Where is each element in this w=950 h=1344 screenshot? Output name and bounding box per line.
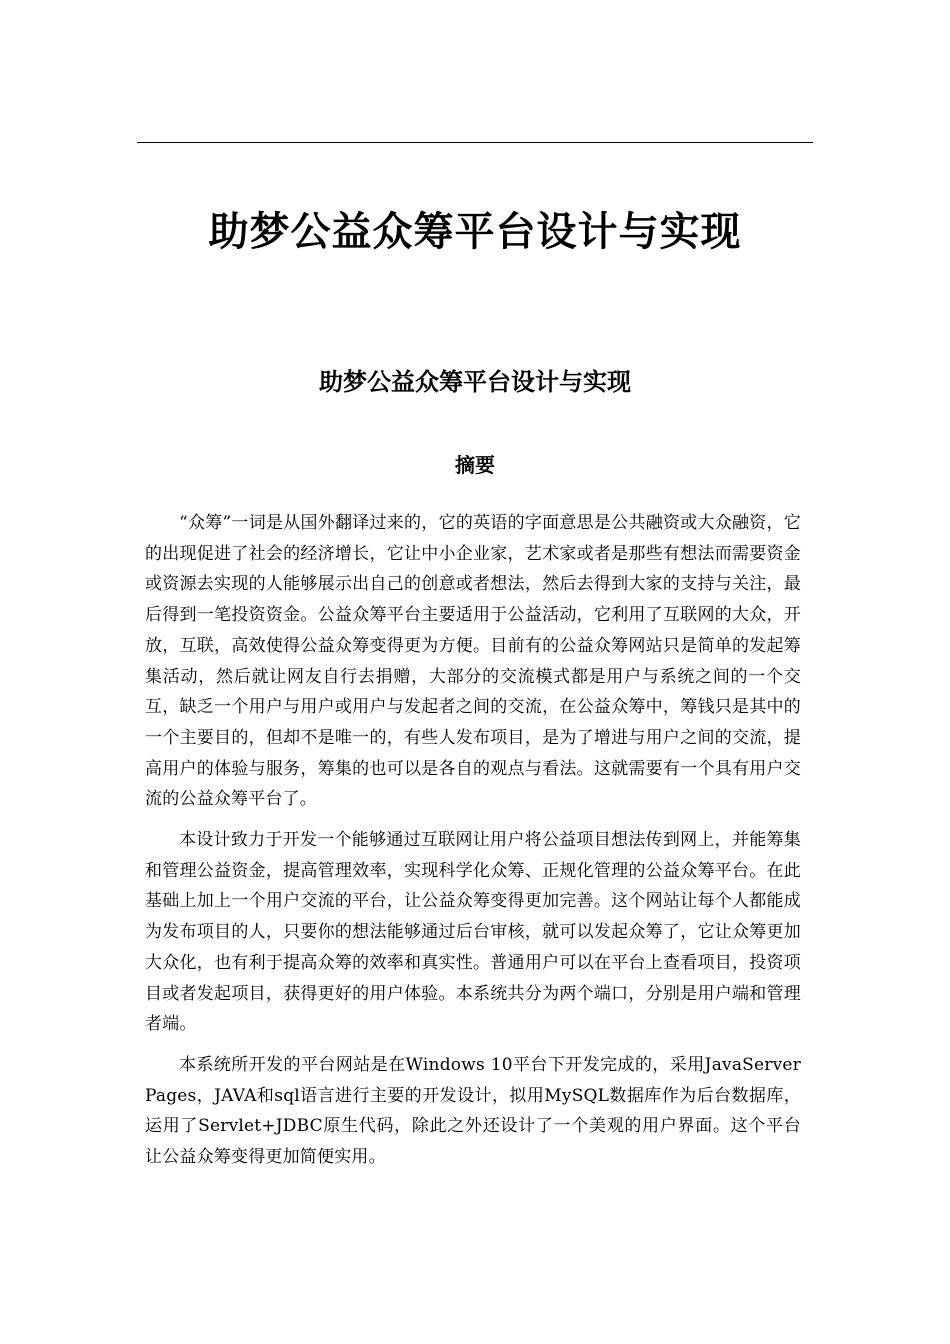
document-subtitle: 助梦公益众筹平台设计与实现 [319,367,631,396]
abstract-paragraph-2: 本设计致力于开发一个能够通过互联网让用户将公益项目想法传到网上，并能筹集和管理公益资金，提高管理效率，实现科学化众筹、正规化管理的公益众筹平台。在此基础上加上一个用户交流的平台，让公益众筹变得更加完善。这个网站让每个人都能成为发布项目的人，只要你的想法能够通过后台审核，就可以发起众筹了，它让众筹更加大众化，也有利于提高众筹的效率和真实性。普通用户可以在平台上查看项目，投资项目或者发起项目，获得更好的用户体验。本系统共分为两个端口，分别是用户端和管理者端。 [145,830,801,1035]
abstract-paragraph-3: 本系统所开发的平台网站是在Windows 10平台下开发完成的，采用JavaServer Pages，JAVA和sql语言进行主要的开发设计，拟用MySQL数据库作为后台数据库，运用了Servlet+JDBC原生代码，除此之外还设计了一个美观的用户界面。这个平台让公益众筹变得更加简便实用。 [145,1054,801,1168]
document-title: 助梦公益众筹平台设计与实现 [208,208,742,255]
abstract-heading: 摘要 [455,453,495,477]
abstract-body [145,508,801,1183]
top-horizontal-rule [137,142,813,143]
abstract-paragraph-1: “众筹”一词是从国外翻译过来的，它的英语的字面意思是公共融资或大众融资，它的出现促进了社会的经济增长，它让中小企业家，艺术家或者是那些有想法而需要资金或资源去实现的人能够展示出自己的创意或者想法，然后去得到大家的支持与关注，最后得到一笔投资资金。公益众筹平台主要适用于公益活动，它利用了互联网的大众，开放，互联，高效使得公益众筹变得更为方便。目前有的公益众筹网站只是简单的发起筹集活动，然后就让网友自行去捐赠，大部分的交流模式都是用户与系统之间的一个交互，缺乏一个用户与用户或用户与发起者之间的交流，在公益众筹中，筹钱只是其中的一个主要目的，但却不是唯一的，有些人发布项目，是为了增进与用户之间的交流，提高用户的体验与服务，筹集的也可以是各自的观点与看法。这就需要有一个具有用户交流的公益众筹平台了。 [145,513,801,810]
